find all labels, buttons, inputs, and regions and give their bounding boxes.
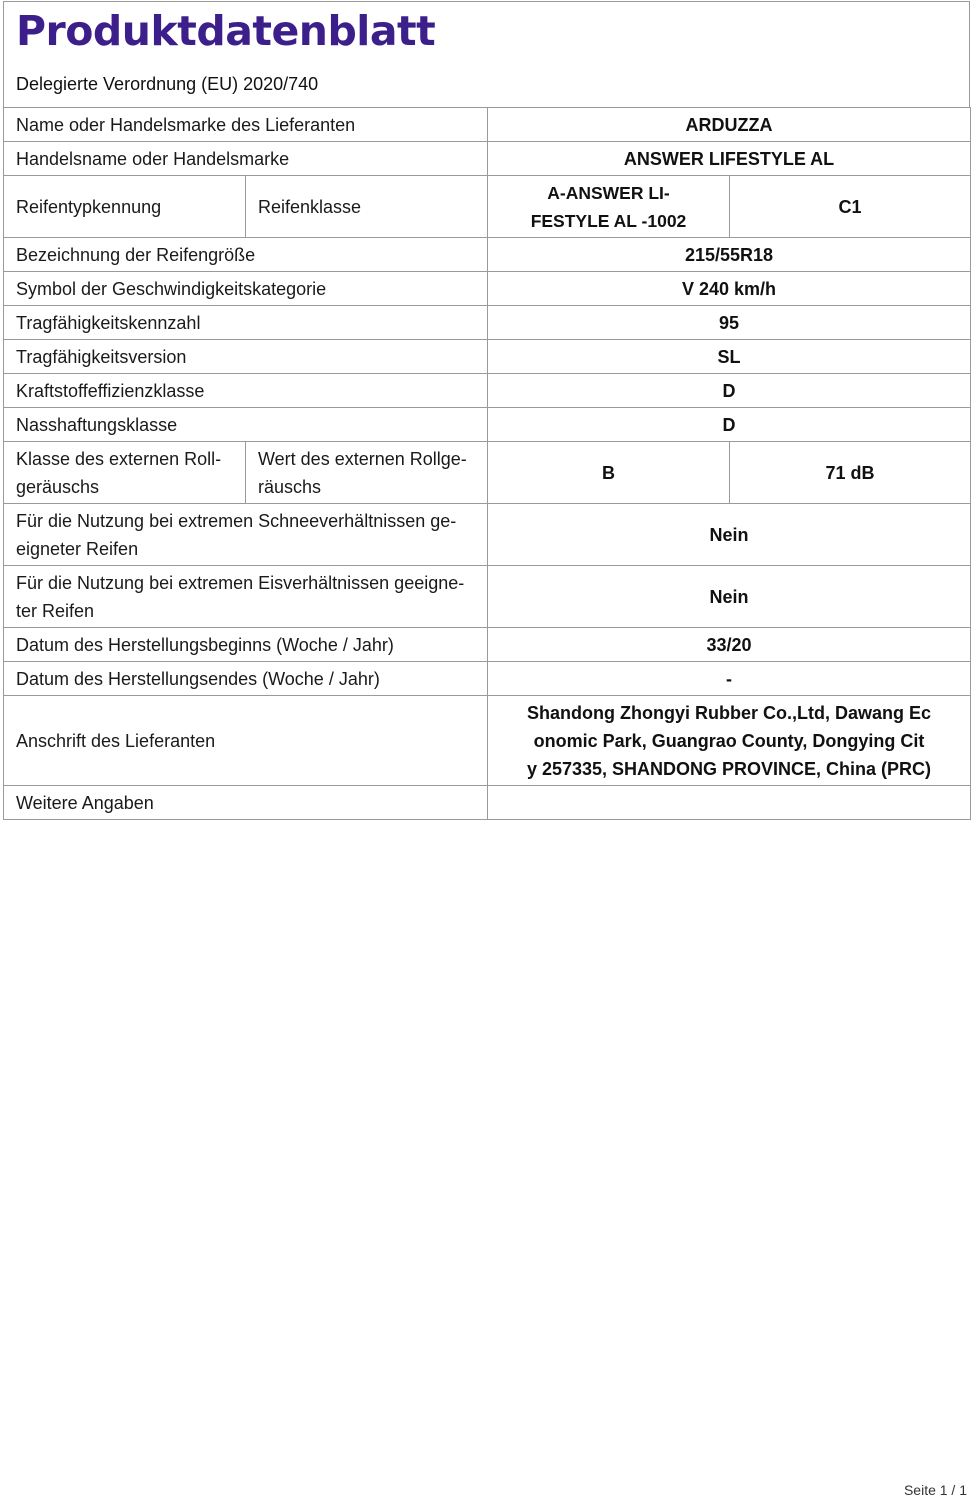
noise-value-label-line: Wert des externen Rollge-	[258, 448, 467, 469]
product-data-sheet	[3, 1, 970, 820]
table-row	[4, 786, 971, 820]
snow-value: Nein	[488, 504, 971, 566]
production-end-value: -	[488, 662, 971, 696]
wet-grip-label: Nasshaftungsklasse	[4, 408, 488, 442]
supplier-name-value: ARDUZZA	[488, 108, 971, 142]
supplier-address-value	[488, 696, 971, 786]
noise-value-label-line: räuschs	[258, 476, 322, 497]
load-version-label: Tragfähigkeitsversion	[4, 340, 488, 374]
table-row	[4, 628, 971, 662]
tyre-size-label: Bezeichnung der Reifengröße	[4, 238, 488, 272]
supplier-name-label: Name oder Handelsmarke des Lieferanten	[4, 108, 488, 142]
table-row	[4, 108, 971, 142]
noise-class-value: B	[488, 442, 730, 504]
tyre-type-value-line: FESTYLE AL -1002	[530, 210, 687, 231]
table-row	[4, 442, 971, 504]
speed-symbol-label: Symbol der Geschwindigkeitskategorie	[4, 272, 488, 306]
noise-class-label-line: geräuschs	[16, 476, 100, 497]
page-title: Produktdatenblatt	[16, 7, 436, 55]
tyre-class-value: C1	[730, 176, 971, 238]
supplier-address-line: onomic Park, Guangrao County, Dongying Cit	[533, 730, 925, 751]
ice-label-line: ter Reifen	[16, 600, 95, 621]
load-index-label: Tragfähigkeitskennzahl	[4, 306, 488, 340]
production-end-label: Datum des Herstellungsendes (Woche / Jahr)	[4, 662, 488, 696]
noise-value-label	[246, 442, 488, 504]
ice-label-line: Für die Nutzung bei extremen Eisverhältnissen geeigne-	[16, 572, 465, 593]
snow-label-line: eigneter Reifen	[16, 538, 139, 559]
table-row	[4, 340, 971, 374]
tyre-type-value	[488, 176, 730, 238]
table-row	[4, 306, 971, 340]
header-block	[3, 1, 970, 107]
speed-symbol-value: V 240 km/h	[488, 272, 971, 306]
ice-value: Nein	[488, 566, 971, 628]
fuel-efficiency-value: D	[488, 374, 971, 408]
tyre-class-label: Reifenklasse	[246, 176, 488, 238]
table-row	[4, 566, 971, 628]
snow-label	[4, 504, 488, 566]
tyre-size-value: 215/55R18	[488, 238, 971, 272]
noise-db-value: 71 dB	[730, 442, 971, 504]
table-row	[4, 238, 971, 272]
ice-label	[4, 566, 488, 628]
trade-name-value: ANSWER LIFESTYLE AL	[488, 142, 971, 176]
supplier-address-line: Shandong Zhongyi Rubber Co.,Ltd, Dawang Ec	[527, 702, 931, 723]
table-row	[4, 504, 971, 566]
table-row	[4, 662, 971, 696]
table-row	[4, 176, 971, 238]
table-row	[4, 408, 971, 442]
table-row	[4, 272, 971, 306]
production-start-label: Datum des Herstellungsbeginns (Woche / Jahr)	[4, 628, 488, 662]
additional-info-value	[488, 786, 971, 820]
snow-label-line: Für die Nutzung bei extremen Schneeverhältnissen ge-	[16, 510, 457, 531]
supplier-address-label: Anschrift des Lieferanten	[4, 696, 488, 786]
tyre-type-label: Reifentypkennung	[4, 176, 246, 238]
production-start-value: 33/20	[488, 628, 971, 662]
additional-info-label: Weitere Angaben	[4, 786, 488, 820]
fuel-efficiency-label: Kraftstoffeffizienzklasse	[4, 374, 488, 408]
noise-class-label	[4, 442, 246, 504]
noise-class-label-line: Klasse des externen Roll-	[16, 448, 222, 469]
page-number: Seite 1 / 1	[903, 1482, 967, 1498]
supplier-address-line: y 257335, SHANDONG PROVINCE, China (PRC)	[526, 758, 932, 779]
spec-table	[3, 107, 971, 820]
trade-name-label: Handelsname oder Handelsmarke	[4, 142, 488, 176]
tyre-type-value-line: A-ANSWER LI-	[547, 182, 670, 203]
load-version-value: SL	[488, 340, 971, 374]
table-row	[4, 696, 971, 786]
table-row	[4, 374, 971, 408]
load-index-value: 95	[488, 306, 971, 340]
table-row	[4, 142, 971, 176]
wet-grip-value: D	[488, 408, 971, 442]
regulation-reference: Delegierte Verordnung (EU) 2020/740	[16, 74, 319, 94]
